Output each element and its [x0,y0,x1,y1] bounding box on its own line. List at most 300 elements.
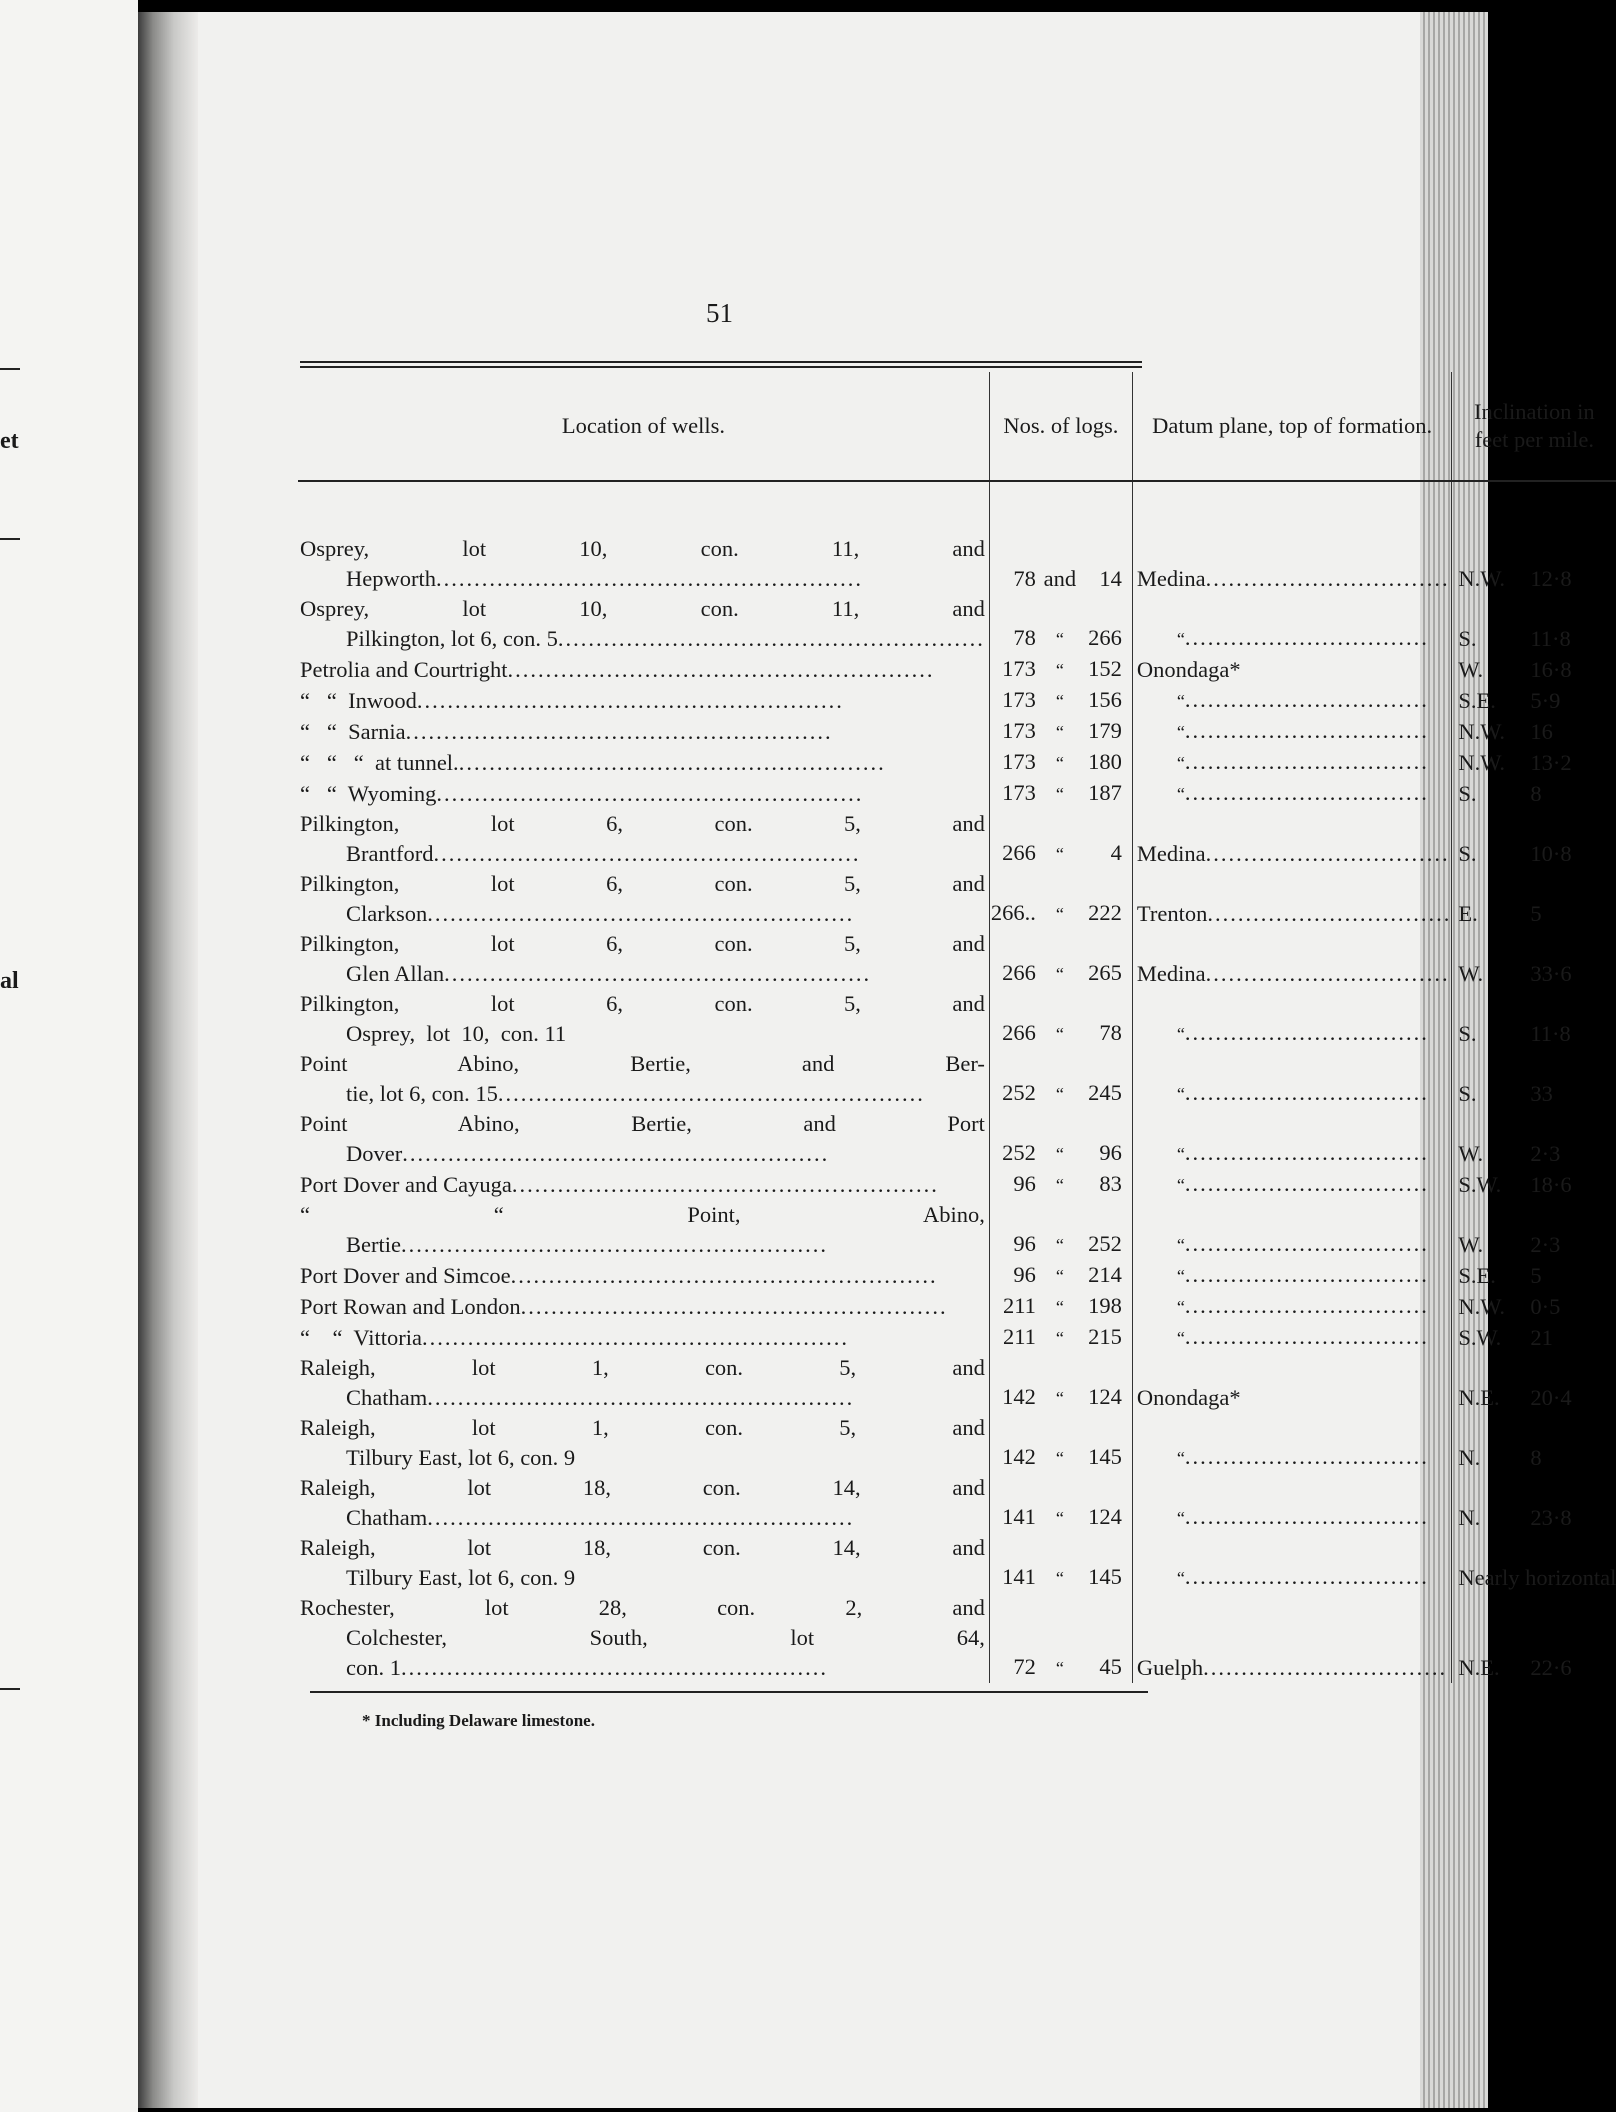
log-number-b: 198 [1088,1293,1122,1318]
location-cell [298,594,989,654]
log-connector: “ [1055,1144,1064,1164]
inclination-direction: S.E. [1458,1263,1496,1288]
inclination-direction: N.W. [1458,1294,1505,1319]
inclination-cell [1452,1200,1616,1260]
datum-text: “ [1176,1297,1185,1317]
location-text: Pilkington, lot 6, con. 5, and [300,871,985,896]
inclination-direction: S. [1458,1081,1477,1106]
location-text: “ “ Inwood [300,688,417,713]
inclination-direction: S. [1458,626,1477,651]
inclination-cell [1452,747,1616,778]
dot-leader [401,1230,985,1260]
table-row [298,989,1616,1049]
inclination-direction: N.E. [1458,1655,1500,1680]
dot-leader [433,839,984,869]
log-connector: “ [1055,1658,1064,1678]
dot-leader [406,717,985,747]
table-body [298,481,1616,1683]
log-connector: “ [1055,844,1064,864]
location-text: Osprey, lot 10, con. 11 [346,1021,567,1046]
datum-cell [1132,1353,1451,1413]
location-cell [298,1593,989,1683]
location-cell [298,1049,989,1109]
location-text: Clarkson [346,901,428,926]
log-number-b: 252 [1088,1231,1122,1256]
table-row [298,1353,1616,1413]
datum-text: “ [1176,1508,1185,1528]
dot-leader [1185,1442,1451,1472]
inclination-direction: N.W. [1458,719,1505,744]
datum-cell [1132,809,1451,869]
inclination-value: 8 [1530,781,1542,806]
bottom-rule [310,1691,1148,1693]
log-number-a: 173 [1002,749,1036,774]
dot-leader [1185,1169,1451,1199]
dot-leader [1206,959,1452,989]
location-text: Point Abino, Bertie, and Ber- [300,1051,985,1076]
log-connector: “ [1055,691,1064,711]
prev-page-text-fragment: al [0,968,19,994]
location-text: “ “ “ at tunnel. [300,750,459,775]
top-rule [300,361,1142,363]
logs-cell [989,1109,1132,1169]
location-text: Hepworth [346,566,436,591]
log-number-a: 142 [1002,1444,1036,1469]
log-connector: “ [1055,1328,1064,1348]
inclination-cell [1452,1593,1616,1683]
table-row [298,1169,1616,1200]
datum-text: “ [1176,753,1185,773]
logs-cell [989,1322,1132,1353]
inclination-cell [1452,809,1616,869]
inclination-value: 12·8 [1530,566,1572,591]
datum-text: “ [1176,1024,1185,1044]
inclination-cell [1452,534,1616,594]
logs-cell [989,1593,1132,1683]
location-text: Glen Allan [346,961,445,986]
inclination-direction: S. [1458,1021,1477,1046]
inclination-direction: W. [1458,961,1484,986]
location-cell [298,1473,989,1533]
inclination-cell [1452,1353,1616,1413]
location-text: Raleigh, lot 18, con. 14, and [300,1475,985,1500]
location-text: Osprey, lot 10, con. 11, and [300,596,985,621]
table-row [298,1413,1616,1473]
datum-cell [1132,685,1451,716]
log-number-a: 173 [1002,718,1036,743]
location-cell [298,1291,989,1322]
inclination-cell [1452,1533,1616,1593]
header-logs: Nos. of logs. [989,372,1132,481]
location-text: con. 1 [346,1655,401,1680]
page-number: 51 [706,298,733,328]
log-connector: “ [1055,1235,1064,1255]
datum-text: Onondaga* [1136,1385,1241,1410]
log-number-a: 173 [1002,687,1036,712]
datum-cell [1132,929,1451,989]
table-row [298,1473,1616,1533]
dot-leader [498,1079,985,1109]
log-number-a: 96 [1013,1262,1036,1287]
log-connector: “ [1055,784,1064,804]
location-text: Chatham [346,1385,428,1410]
location-text: Bertie [346,1232,401,1257]
log-connector: “ [1055,904,1064,924]
datum-text: “ [1176,1144,1185,1164]
dot-leader [436,564,985,594]
dot-leader [1185,716,1451,746]
dot-leader [1185,1138,1451,1168]
location-text: Pilkington, lot 6, con. 5, and [300,991,985,1016]
dot-leader [1207,899,1451,929]
datum-text: “ [1176,722,1185,742]
log-connector: “ [1055,1388,1064,1408]
logs-cell [989,685,1132,716]
log-connector: “ [1055,753,1064,773]
location-cell [298,716,989,747]
log-number-b: 180 [1088,749,1122,774]
previous-page-edge [0,0,138,2112]
location-cell [298,1533,989,1593]
inclination-cell [1452,685,1616,716]
log-number-b: 222 [1088,900,1122,925]
inclination-cell [1452,869,1616,929]
inclination-value: 10·8 [1530,841,1572,866]
log-connector: “ [1055,1297,1064,1317]
location-cell [298,809,989,869]
inclination-value: 16·8 [1530,657,1572,682]
inclination-cell [1452,1169,1616,1200]
inclination-cell [1452,1473,1616,1533]
table-row [298,716,1616,747]
dot-leader [1185,1291,1451,1321]
inclination-direction: N.W. [1458,566,1505,591]
inclination-value: 8 [1530,1445,1542,1470]
table-row [298,685,1616,716]
location-cell [298,654,989,685]
datum-text: “ [1176,1084,1185,1104]
log-number-b: 124 [1088,1504,1122,1529]
inclination-value: 5 [1530,901,1542,926]
location-text: Rochester, lot 28, con. 2, and [300,1595,985,1620]
location-cell [298,747,989,778]
location-text: Raleigh, lot 18, con. 14, and [300,1535,985,1560]
location-cell [298,1169,989,1200]
location-cell [298,1353,989,1413]
location-text: Pilkington, lot 6, con. 5, and [300,811,985,836]
log-number-a: 173 [1002,780,1036,805]
table-row [298,1260,1616,1291]
datum-text: Trenton [1136,901,1208,926]
location-text: Osprey, lot 10, con. 11, and [300,536,985,561]
inclination-direction: W. [1458,1232,1484,1257]
dot-leader [1185,1260,1451,1290]
logs-cell [989,929,1132,989]
dot-leader [1185,1562,1451,1592]
inclination-cell [1452,1291,1616,1322]
table-row [298,778,1616,809]
dot-leader [512,1170,985,1200]
datum-cell [1132,716,1451,747]
inclination-cell [1452,716,1616,747]
inclination-value: 21 [1530,1325,1553,1350]
log-connector: “ [1055,629,1064,649]
log-number-a: 141 [1002,1564,1036,1589]
location-cell [298,685,989,716]
logs-cell [989,1353,1132,1413]
log-number-b: 45 [1099,1654,1122,1679]
log-connector: “ [1055,1024,1064,1044]
dot-leader [1185,1018,1451,1048]
logs-cell [989,1473,1132,1533]
log-number-b: 214 [1088,1262,1122,1287]
location-text: Colchester, South, lot 64, [346,1625,985,1650]
table-row [298,747,1616,778]
prev-page-rule [0,368,20,370]
log-number-a: 78 [1013,625,1036,650]
inclination-direction: N. [1458,1445,1481,1470]
dot-leader [1185,747,1451,777]
log-number-a: 142 [1002,1384,1036,1409]
log-connector: “ [1055,1175,1064,1195]
log-connector: “ [1055,1568,1064,1588]
logs-cell [989,1169,1132,1200]
log-number-a: 96 [1013,1171,1036,1196]
location-text: Pilkington, lot 6, con. 5, and [300,931,985,956]
dot-leader [1185,623,1451,653]
log-number-b: 145 [1088,1444,1122,1469]
log-connector: and [1043,566,1077,591]
logs-cell [989,716,1132,747]
location-text: “ “ Vittoria [300,1325,422,1350]
dot-leader [459,748,985,778]
inclination-cell [1452,929,1616,989]
log-number-a: 173 [1002,656,1036,681]
location-cell [298,869,989,929]
datum-text: Onondaga* [1136,657,1241,682]
inclination-value: 23·8 [1530,1505,1572,1530]
inclination-value: 18·6 [1530,1172,1572,1197]
datum-text: “ [1176,629,1185,649]
datum-text: “ [1176,1175,1185,1195]
inclination-direction: S. [1458,781,1477,806]
inclination-direction: S.W. [1458,1172,1502,1197]
table-row [298,809,1616,869]
logs-cell [989,654,1132,685]
table-row [298,1322,1616,1353]
log-number-b: 179 [1088,718,1122,743]
datum-cell [1132,654,1451,685]
datum-text: “ [1176,1568,1185,1588]
location-text: Pilkington, lot 6, con. 5 [346,626,558,651]
inclination-direction: N. [1458,1505,1481,1530]
inclination-value: Nearly horizontal [1458,1565,1616,1590]
datum-cell [1132,1291,1451,1322]
location-text: Tilbury East, lot 6, con. 9 [346,1565,576,1590]
inclination-cell [1452,989,1616,1049]
datum-cell [1132,1260,1451,1291]
dot-leader [427,1503,985,1533]
inclination-direction: S.E. [1458,688,1496,713]
datum-cell [1132,1322,1451,1353]
table-row [298,1200,1616,1260]
location-cell [298,534,989,594]
inclination-value: 5·9 [1530,688,1561,713]
log-number-a: 266 [1002,960,1036,985]
inclination-value: 13·2 [1530,750,1572,775]
log-number-a: 211 [1002,1293,1036,1318]
location-text: Tilbury East, lot 6, con. 9 [346,1445,576,1470]
logs-cell [989,1049,1132,1109]
location-text: Port Dover and Simcoe [300,1263,511,1288]
table-row [298,869,1616,929]
log-number-a: 211 [1002,1324,1036,1349]
inclination-direction: W. [1458,657,1484,682]
location-text: Brantford [346,841,434,866]
table-row [298,929,1616,989]
dot-leader [1185,1229,1451,1259]
inclination-cell [1452,654,1616,685]
location-text: Dover [346,1141,403,1166]
log-number-b: 266 [1088,625,1122,650]
location-text: “ “ Wyoming [300,781,437,806]
datum-text: “ [1176,1235,1185,1255]
logs-cell [989,869,1132,929]
location-text: “ “ Point, Abino, [300,1202,985,1227]
header-datum: Datum plane, top of formation. [1132,372,1451,481]
datum-text: “ [1176,691,1185,711]
location-cell [298,778,989,809]
inclination-value: 11·8 [1530,626,1571,651]
inclination-value: 2·3 [1530,1141,1561,1166]
dot-leader [427,1383,985,1413]
log-number-b: 187 [1088,780,1122,805]
log-connector: “ [1055,964,1064,984]
inclination-cell [1452,1322,1616,1353]
inclination-direction: S.W. [1458,1325,1502,1350]
location-cell [298,1109,989,1169]
logs-cell [989,1291,1132,1322]
log-connector: “ [1055,722,1064,742]
datum-text: “ [1176,1328,1185,1348]
location-cell [298,989,989,1049]
log-connector: “ [1055,660,1064,680]
log-connector: “ [1055,1508,1064,1528]
dot-leader [507,655,984,685]
log-number-b: 145 [1088,1564,1122,1589]
dot-leader [417,686,985,716]
dot-leader [422,1323,985,1353]
location-text: Raleigh, lot 1, con. 5, and [300,1355,985,1380]
dot-leader [436,779,985,809]
datum-cell [1132,534,1451,594]
dot-leader [1185,1322,1451,1352]
top-rule-thin [300,366,1142,368]
location-cell [298,1322,989,1353]
logs-cell [989,534,1132,594]
datum-cell [1132,869,1451,929]
log-connector: “ [1055,1266,1064,1286]
logs-cell [989,747,1132,778]
inclination-direction: S. [1458,841,1477,866]
table-row [298,534,1616,594]
dot-leader [444,959,985,989]
dot-leader [558,624,985,654]
location-text: Chatham [346,1505,428,1530]
datum-cell [1132,1200,1451,1260]
datum-text: Medina [1136,961,1206,986]
dot-leader [1185,1078,1451,1108]
footnote: * Including Delaware limestone. [362,1711,595,1730]
location-cell [298,929,989,989]
datum-cell [1132,594,1451,654]
prev-page-text-fragment: et [0,428,19,454]
dot-leader [401,1653,985,1683]
datum-cell [1132,1593,1451,1683]
inclination-value: 33·6 [1530,961,1572,986]
dot-leader [1206,564,1452,594]
header-location: Location of wells. [298,372,989,481]
log-number-b: 124 [1088,1384,1122,1409]
dot-leader [427,899,985,929]
log-number-a: 266 [1002,1020,1036,1045]
log-number-a: 266.. [990,900,1036,925]
log-number-a: 141 [1002,1504,1036,1529]
datum-cell [1132,1413,1451,1473]
dot-leader [1185,1502,1451,1532]
inclination-cell [1452,778,1616,809]
log-number-b: 152 [1088,656,1122,681]
logs-cell [989,809,1132,869]
table-row [298,1593,1616,1683]
log-number-b: 215 [1088,1324,1122,1349]
well-inclination-table [298,372,1616,1683]
datum-cell [1132,1533,1451,1593]
datum-text: Guelph [1136,1655,1204,1680]
table-row [298,594,1616,654]
location-cell [298,1200,989,1260]
inclination-cell [1452,594,1616,654]
inclination-value: 11·8 [1530,1021,1571,1046]
datum-text: Medina [1136,566,1206,591]
datum-cell [1132,1473,1451,1533]
log-connector: “ [1055,1084,1064,1104]
logs-cell [989,1413,1132,1473]
logs-cell [989,1260,1132,1291]
log-number-b: 4 [1110,840,1122,865]
datum-text: Medina [1136,841,1206,866]
dot-leader [511,1261,985,1291]
location-text: “ “ Sarnia [300,719,406,744]
datum-cell [1132,1169,1451,1200]
logs-cell [989,1533,1132,1593]
inclination-direction: W. [1458,1141,1484,1166]
log-number-a: 266 [1002,840,1036,865]
location-cell [298,1413,989,1473]
logs-cell [989,989,1132,1049]
inclination-value: 16 [1530,719,1553,744]
table-row [298,1533,1616,1593]
log-number-b: 96 [1099,1140,1122,1165]
dot-leader [1185,778,1451,808]
log-number-a: 252 [1002,1080,1036,1105]
inclination-value: 5 [1530,1263,1542,1288]
datum-text: “ [1176,1266,1185,1286]
location-cell [298,1260,989,1291]
datum-cell [1132,1049,1451,1109]
table-row [298,1109,1616,1169]
datum-text: “ [1176,784,1185,804]
